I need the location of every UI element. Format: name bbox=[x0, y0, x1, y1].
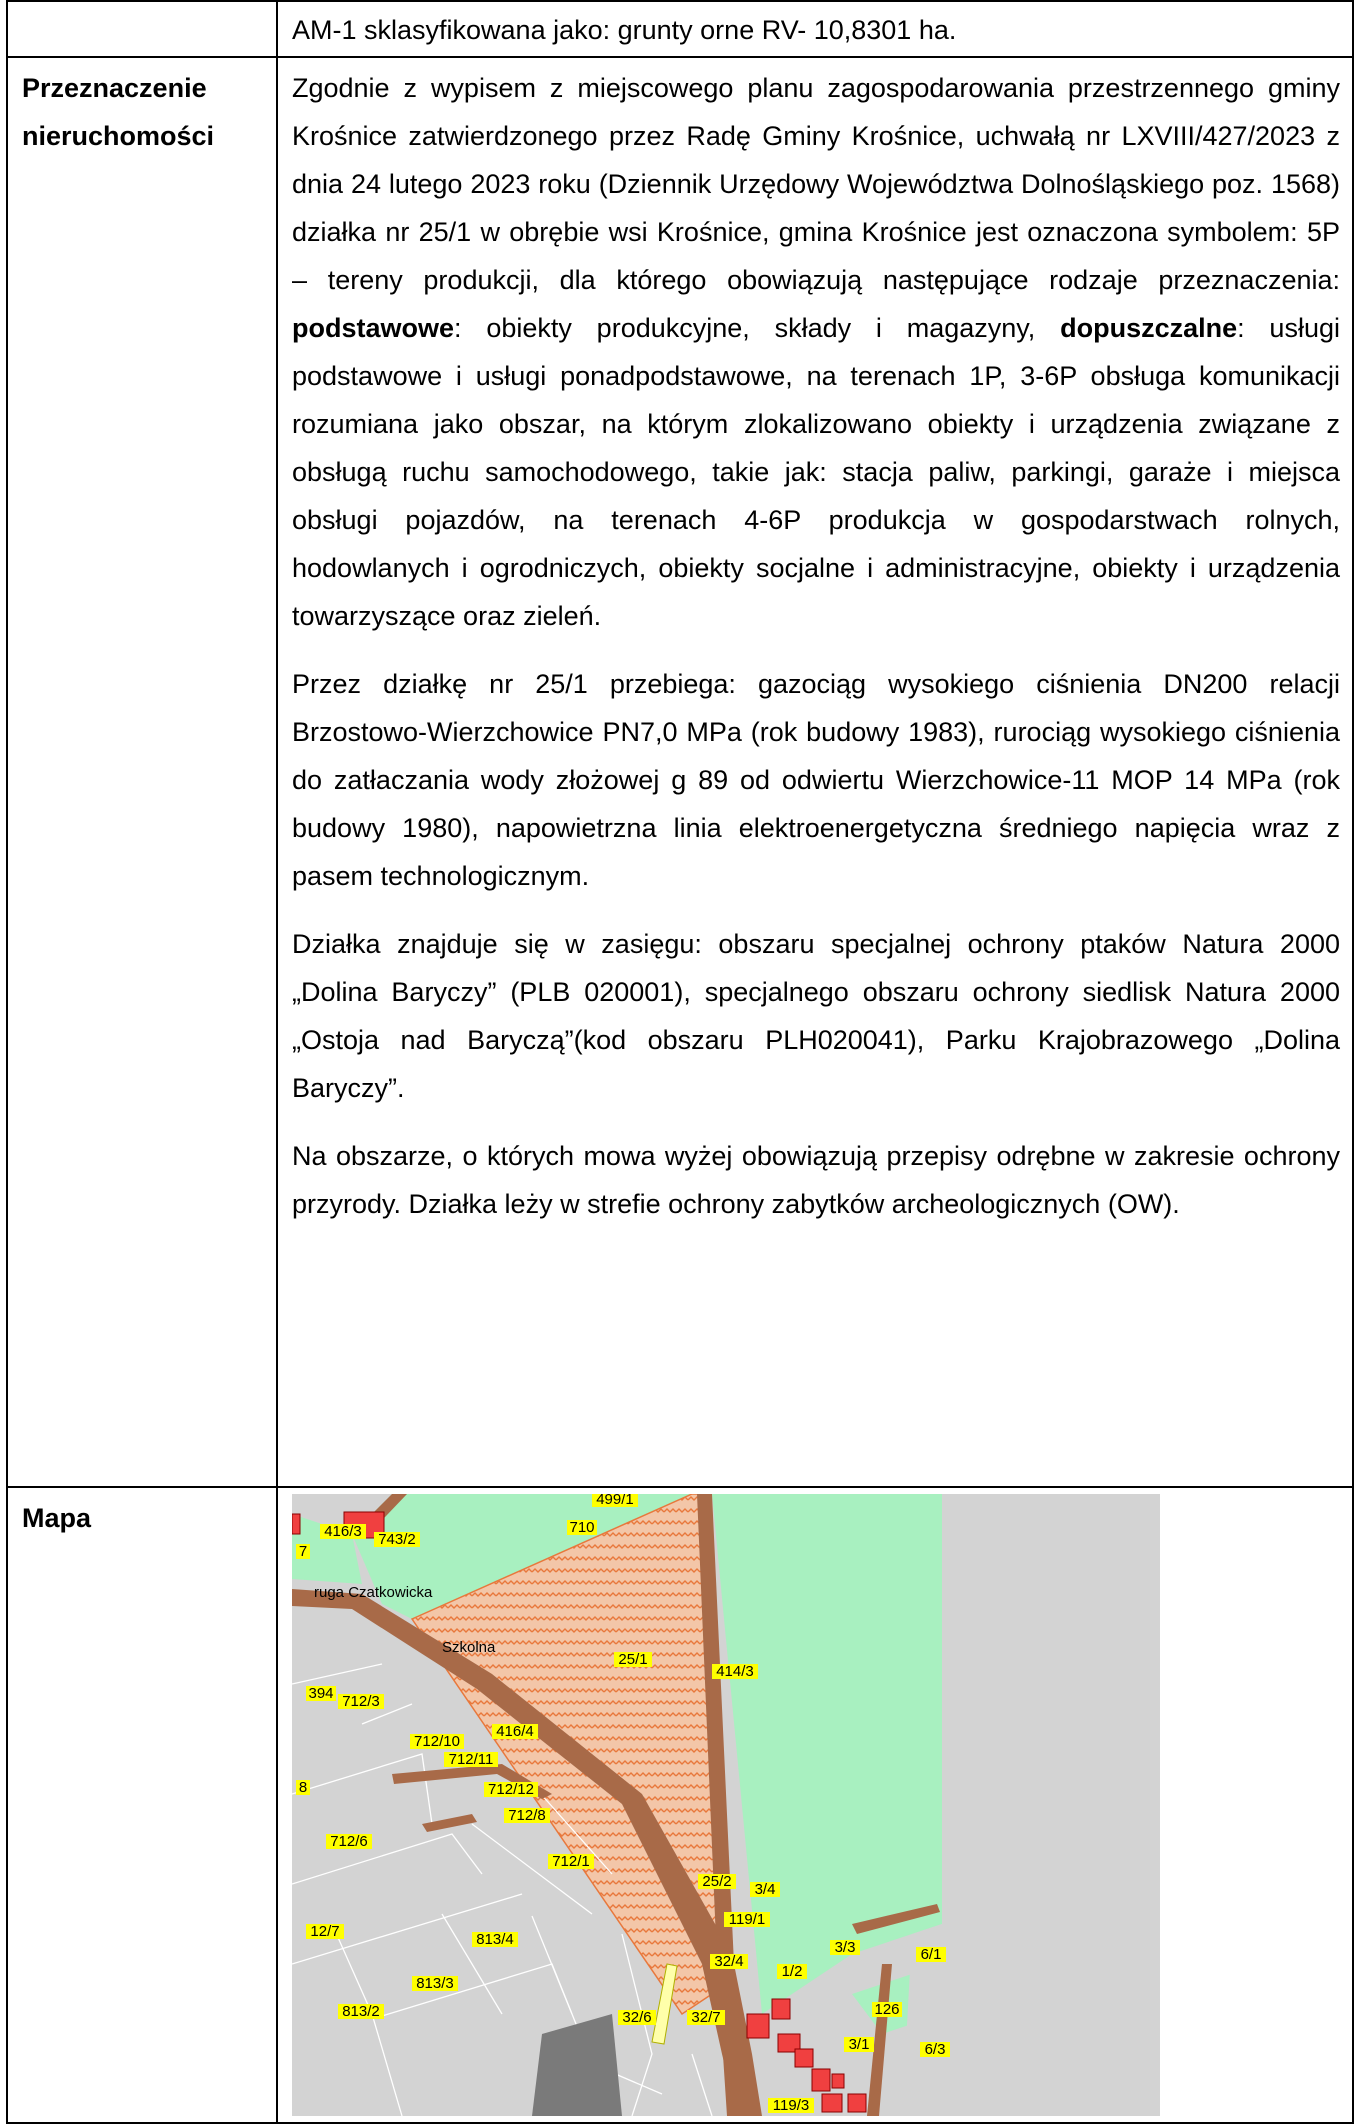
paragraph-regulations: Na obszarze, o których mowa wyżej obowiązują przepisy odrębne w zakresie ochrony przyrody. Działka leży w strefie ochrony zabytków archeologicznych (OW). bbox=[292, 1141, 1340, 1219]
paragraph-natura: Działka znajduje się w zasięgu: obszaru specjalnej ochrony ptaków Natura 2000 „Dolina Baryczy” (PLB 020001), specjalnego obszaru ochrony siedlisk Natura 2000 „Ostoja nad Baryczą”(kod obszaru PLH020041), Parku Krajobrazowego „Dolina Baryczy”. bbox=[292, 929, 1340, 1103]
parcel-label: 394 bbox=[308, 1685, 334, 1702]
parcel-label: 1/2 bbox=[781, 1963, 803, 1980]
parcel-label: 712/12 bbox=[488, 1781, 534, 1798]
parcel-label: 710 bbox=[569, 1519, 595, 1536]
przeznaczenie-label bbox=[8, 58, 276, 160]
parcel-label: 3/3 bbox=[834, 1939, 856, 1956]
parcel-label: 712/1 bbox=[552, 1853, 590, 1870]
classification-text: AM-1 sklasyfikowana jako: grunty orne RV- 10,8301 ha. bbox=[292, 15, 957, 45]
parcel-label: 712/11 bbox=[448, 1751, 494, 1768]
bold-term: podstawowe bbox=[292, 313, 455, 343]
label-cell bbox=[7, 1487, 277, 2123]
parcel-label: 6/3 bbox=[924, 2041, 946, 2058]
parcel-label: 12/7 bbox=[310, 1923, 340, 1940]
street-label: Szkolna bbox=[442, 1639, 496, 1656]
paragraph-zoning bbox=[292, 64, 1340, 640]
label-line: Przeznaczenie bbox=[22, 73, 207, 103]
parcel-label: 813/2 bbox=[342, 2003, 380, 2020]
mapa-label: Mapa bbox=[22, 1503, 92, 1533]
paragraph-pipelines: Przez działkę nr 25/1 przebiega: gazociąg wysokiego ciśnienia DN200 relacji Brzostowo-Wierzchowice PN7,0 MPa (rok budowy 1983), rurociąg wysokiego ciśnienia do zatłaczania wody złożowej g 89 od odwiertu Wierzchowice-11 MOP 14 MPa (rok budowy 1980), napowietrzna linia elektroenergetyczna średniego napięcia wraz z pasem technologicznym. bbox=[292, 669, 1340, 891]
parcel-label: 32/6 bbox=[622, 2009, 652, 2026]
street-label: ruga Czatkowicka bbox=[314, 1584, 433, 1601]
text-run: : obiekty produkcyjne, składy i magazyny, bbox=[454, 313, 1061, 343]
parcel-label: 32/4 bbox=[714, 1953, 744, 1970]
parcel-label: 119/1 bbox=[728, 1911, 766, 1928]
parcel-label: 25/2 bbox=[702, 1873, 732, 1890]
parcel-label: 6/1 bbox=[920, 1946, 942, 1963]
parcel-label: 416/3 bbox=[324, 1523, 362, 1540]
label-cell bbox=[7, 57, 277, 1487]
parcel-label: 499/1 bbox=[596, 1494, 634, 1508]
label-line: nieruchomości bbox=[22, 121, 215, 151]
parcel-label: 813/3 bbox=[416, 1975, 454, 1992]
classification-cell bbox=[277, 1, 1353, 57]
text-run: Zgodnie z wypisem z miejscowego planu zagospodarowania przestrzennego gminy Krośnice zatwierdzonego przez Radę Gminy Krośnice, uchwałą nr LXVIII/427/2023 z dnia 24 lutego 2023 roku (Dziennik Urzędowy Województwa Dolnośląskiego poz. 1568) działka nr 25/1 w obrębie wsi Krośnice, gmina Krośnice jest oznaczona symbolem: 5P – tereny produkcji, dla którego obowiązują następujące rodzaje przeznaczenia: bbox=[292, 73, 1340, 295]
parcel-label: 414/3 bbox=[716, 1663, 754, 1680]
table-row bbox=[7, 1487, 1353, 2123]
parcel-label: 8 bbox=[298, 1779, 308, 1796]
parcel-label: 743/2 bbox=[378, 1531, 416, 1548]
parcel-label: 416/4 bbox=[496, 1723, 534, 1740]
empty-label-cell bbox=[7, 1, 277, 57]
parcel-label: 3/4 bbox=[754, 1881, 776, 1898]
parcel-label: 119/3 bbox=[772, 2097, 810, 2114]
parcel-label: 7 bbox=[298, 1543, 308, 1560]
przeznaczenie-cell bbox=[277, 57, 1353, 1487]
parcel-label: 3/1 bbox=[848, 2036, 870, 2053]
table-row bbox=[7, 57, 1353, 1487]
parcel-label: 712/6 bbox=[330, 1833, 368, 1850]
text-run: : usługi podstawowe i usługi ponadpodstawowe, na terenach 1P, 3-6P obsługa komunikacji rozumiana jako obszar, na którym zlokalizowano obiekty i urządzenia związane z obsługą ruchu samochodowego, takie jak: stacja paliw, parkingi, garaże i miejsca obsługi pojazdów, na terenach 4-6P produkcja w gospodarstwach rolnych, hodowlanych i ogrodniczych, obiekty socjalne i administracyjne, obiekty i urządzenia towarzyszące oraz zieleń. bbox=[292, 313, 1340, 631]
map-wrapper bbox=[278, 1488, 1352, 2122]
map-cell bbox=[277, 1487, 1353, 2123]
bold-term: dopuszczalne bbox=[1060, 313, 1238, 343]
parcel-label: 126 bbox=[874, 2001, 900, 2018]
parcel-label: 712/8 bbox=[508, 1807, 546, 1824]
property-table bbox=[6, 0, 1354, 2124]
cadastral-map bbox=[292, 1494, 1160, 2116]
parcel-label: 813/4 bbox=[476, 1931, 514, 1948]
table-row bbox=[7, 1, 1353, 57]
parcel-label: 32/7 bbox=[691, 2009, 721, 2026]
przeznaczenie-content bbox=[278, 58, 1352, 1242]
parcel-label: 712/10 bbox=[414, 1733, 460, 1750]
parcel-label: 25/1 bbox=[618, 1651, 648, 1668]
parcel-label: 712/3 bbox=[342, 1693, 380, 1710]
